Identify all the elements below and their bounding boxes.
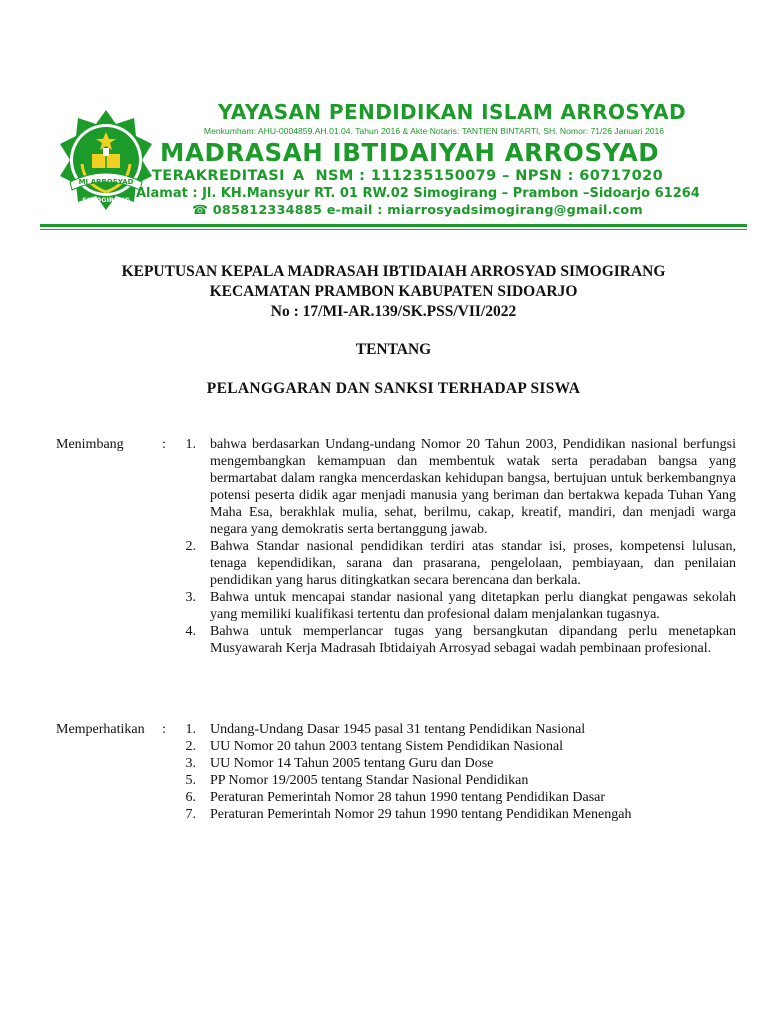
list-item: [178, 755, 736, 772]
item-number: 7.: [185, 807, 196, 822]
regarding-colon: :: [162, 722, 166, 737]
item-text: UU Nomor 14 Tahun 2005 tentang Guru dan Dose: [210, 756, 494, 771]
school-name: MADRASAH IBTIDAIYAH ARROSYAD: [160, 138, 660, 167]
item-text: bahwa berdasarkan Undang-undang Nomor 20 Tahun 2003, Pendidikan nasional berfungsi mengembangkan kemampuan dan membentuk watak serta peradaban bangsa yang bermartabat dalam rangka mencerdaskan kehidupan bangsa, bertujuan untuk berkembangnya potensi peserta didik agar menjadi manusia yang beriman dan bertakwa kepada Tuhan Yang Maha Esa, berakhlak mulia, sehat, berilmu, cakap, kreatif, mandiri, dan menjadi warga negara yang demokratis serta bertanggung jawab.: [210, 437, 736, 537]
item-number: 4.: [185, 624, 196, 639]
item-text: Peraturan Pemerintah Nomor 28 tahun 1990 tentang Pendidikan Dasar: [210, 790, 606, 805]
list-item: [178, 738, 736, 755]
school-contact: ☎ 085812334885 e-mail : miarrosyadsimogirang@gmail.com: [192, 203, 643, 218]
item-text: Peraturan Pemerintah Nomor 29 tahun 1990 tentang Pendidikan Menengah: [210, 807, 632, 822]
decree-line-2: KECAMATAN PRAMBON KABUPATEN SIDOARJO: [209, 283, 578, 300]
decree-title: [40, 262, 747, 322]
regarding-label: Memperhatikan: [56, 722, 145, 737]
item-text: Bahwa untuk memperlancar tugas yang bersangkutan dipandang perlu menetapkan Musyawarah Kerja Madrasah Ibtidaiyah Arrosyad sebagai wadah pembinaan profesional.: [210, 624, 736, 656]
about-heading: TENTANG: [355, 341, 432, 358]
item-number: 2.: [185, 539, 196, 554]
item-number: 5.: [185, 773, 196, 788]
item-number: 1.: [185, 722, 196, 737]
item-number: 3.: [185, 590, 196, 605]
item-number: 1.: [185, 437, 196, 452]
school-address: Alamat : Jl. KH.Mansyur RT. 01 RW.02 Simogirang – Prambon –Sidoarjo 61264: [136, 186, 700, 201]
accreditation-label: TERAKREDITASI: [152, 168, 285, 184]
item-text: UU Nomor 20 tahun 2003 tentang Sistem Pendidikan Nasional: [210, 739, 564, 754]
list-item: [178, 538, 736, 589]
decree-line-1: KEPUTUSAN KEPALA MADRASAH IBTIDAIAH ARROSYAD SIMOGIRANG: [121, 263, 666, 280]
logo-text-bottom: SIMOGIRANG: [82, 196, 130, 204]
letterhead-rule-thick: [40, 224, 747, 227]
considering-list: [178, 436, 736, 657]
letterhead-rule-thin: [40, 229, 747, 230]
accreditation-grade: A: [292, 168, 305, 184]
school-ids: NSM : 111235150079 – NPSN : 60717020: [315, 168, 664, 184]
regarding-list: [178, 721, 736, 823]
list-item: [178, 721, 736, 738]
list-item: [178, 806, 736, 823]
accreditation-line: [152, 168, 663, 184]
subject-heading: PELANGGARAN DAN SANKSI TERHADAP SISWA: [206, 380, 581, 397]
list-item: [178, 436, 736, 538]
item-number: 2.: [185, 739, 196, 754]
item-number: 6.: [185, 790, 196, 805]
foundation-name: YAYASAN PENDIDIKAN ISLAM ARROSYAD: [217, 100, 687, 124]
item-text: Bahwa Standar nasional pendidikan terdiri atas standar isi, proses, kompetensi lulusan, tenaga kependidikan, sarana dan prasarana, pengelolaan, pembiayaan, dan penilaian pendidikan yang harus ditingkatkan secara berencana dan berkala.: [210, 539, 736, 588]
logo-text-top: MI ARROSYAD: [78, 178, 134, 186]
list-item: [178, 789, 736, 806]
item-text: Undang-Undang Dasar 1945 pasal 31 tentang Pendidikan Nasional: [210, 722, 586, 737]
item-text: Bahwa untuk mencapai standar nasional yang ditetapkan perlu diangkat pengawas sekolah yang memiliki kualifikasi tertentu dan profesional dalam menjalankan tugasnya.: [210, 590, 736, 622]
legal-registration: Menkumham: AHU-0004859.AH.01.04. Tahun 2016 & Akte Notaris: TANTIEN BINTARTI, SH. Nomor: 71/26 Januari 2016: [203, 126, 665, 136]
considering-colon: :: [162, 437, 166, 452]
item-number: 3.: [185, 756, 196, 771]
list-item: [178, 623, 736, 657]
list-item: [178, 589, 736, 623]
decree-number: No : 17/MI-AR.139/SK.PSS/VII/2022: [270, 303, 517, 320]
letterhead: [0, 0, 768, 240]
considering-label: Menimbang: [56, 437, 124, 452]
list-item: [178, 772, 736, 789]
item-text: PP Nomor 19/2005 tentang Standar Nasional Pendidikan: [210, 773, 529, 788]
